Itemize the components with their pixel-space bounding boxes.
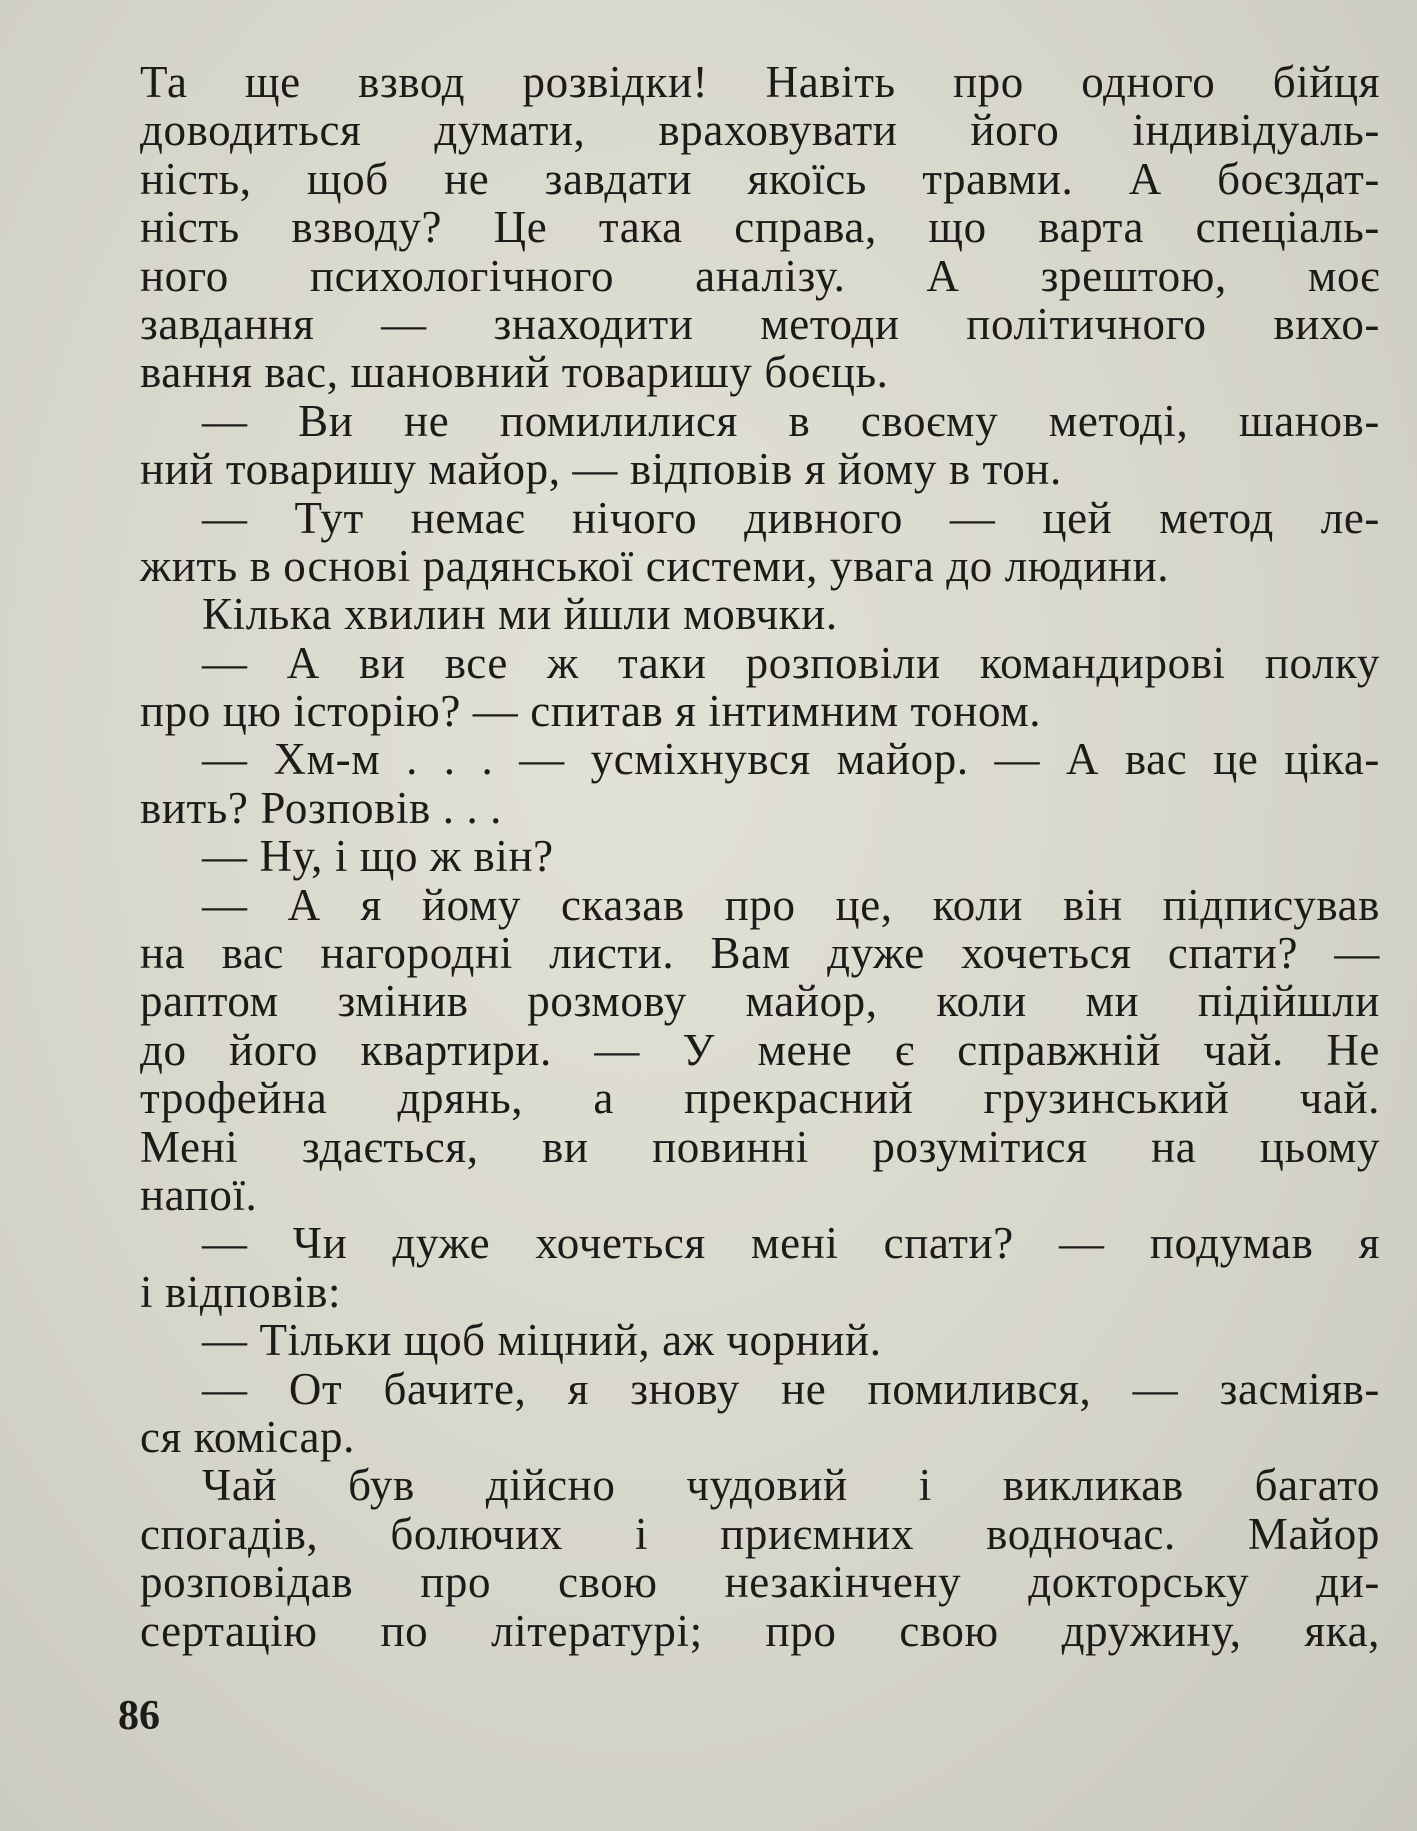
text-line: ний товаришу майор, — відповів я йому в тон. [140,444,1062,495]
text-line: — От бачите, я знову не помилився, — засміяв- [202,1363,1380,1414]
text-line: — Ну, і що ж він? [202,831,554,882]
page-text [140,58,1380,1655]
text-line: напої. [140,1169,258,1220]
text-line: трофейна дрянь, а прекрасний грузинський чай. [140,1073,1380,1124]
text-line: про цю історію? — спитав я інтимним тоном. [140,686,1042,737]
text-line: ся комісар. [140,1411,355,1462]
text-line: сертацію по літературі; про свою дружину, яка, [140,1605,1380,1656]
text-line: — А я йому сказав про це, коли він підписував [202,879,1380,930]
text-line: спогадів, болючих і приємних водночас. Майор [140,1508,1380,1559]
text-line: — Чи дуже хочеться мені спати? — подумав я [202,1218,1380,1269]
text-line: Чай був дійсно чудовий і викликав багато [202,1460,1380,1511]
text-line: завдання — знаходити методи політичного вихо- [140,298,1380,349]
text-line: ність, щоб не завдати якоїсь травми. А боєздат- [140,153,1380,204]
text-line: Кілька хвилин ми йшли мовчки. [202,589,838,640]
text-line: — Тут немає нічого дивного — цей метод ле- [202,492,1380,543]
text-line: вить? Розповів . . . [140,782,503,833]
text-line: — Хм-м . . . — усміхнувся майор. — А вас це ціка- [202,734,1380,785]
text-line: ність взводу? Це така справа, що варта спеціаль- [140,202,1380,253]
text-line: і відповів: [140,1266,342,1317]
text-line: Та ще взвод розвідки! Навіть про одного бійця [140,57,1380,107]
page-number: 86 [118,1693,160,1739]
text-line: — А ви все ж таки розповіли командирові полку [202,637,1380,688]
text-line: на вас нагородні листи. Вам дуже хочеться спати? — [140,928,1380,979]
text-line: жить в основі радянської системи, увага до людини. [140,540,1170,591]
text-line: Мені здається, ви повинні розумітися на цьому [140,1121,1380,1172]
text-line: ного психологічного аналізу. А зрештою, моє [140,250,1380,301]
text-line: — Тільки щоб міцний, аж чорний. [202,1315,882,1366]
text-line: раптом змінив розмову майор, коли ми підійшли [140,976,1380,1027]
text-line: — Ви не помилилися в своєму методі, шанов- [202,395,1380,446]
text-line: розповідав про свою незакінчену докторську ди- [140,1557,1380,1608]
text-line: до його квартири. — У мене є справжній чай. Не [140,1024,1380,1075]
text-line: доводиться думати, враховувати його індивідуаль- [140,105,1380,156]
text-line: вання вас, шановний товаришу боєць. [140,347,889,398]
